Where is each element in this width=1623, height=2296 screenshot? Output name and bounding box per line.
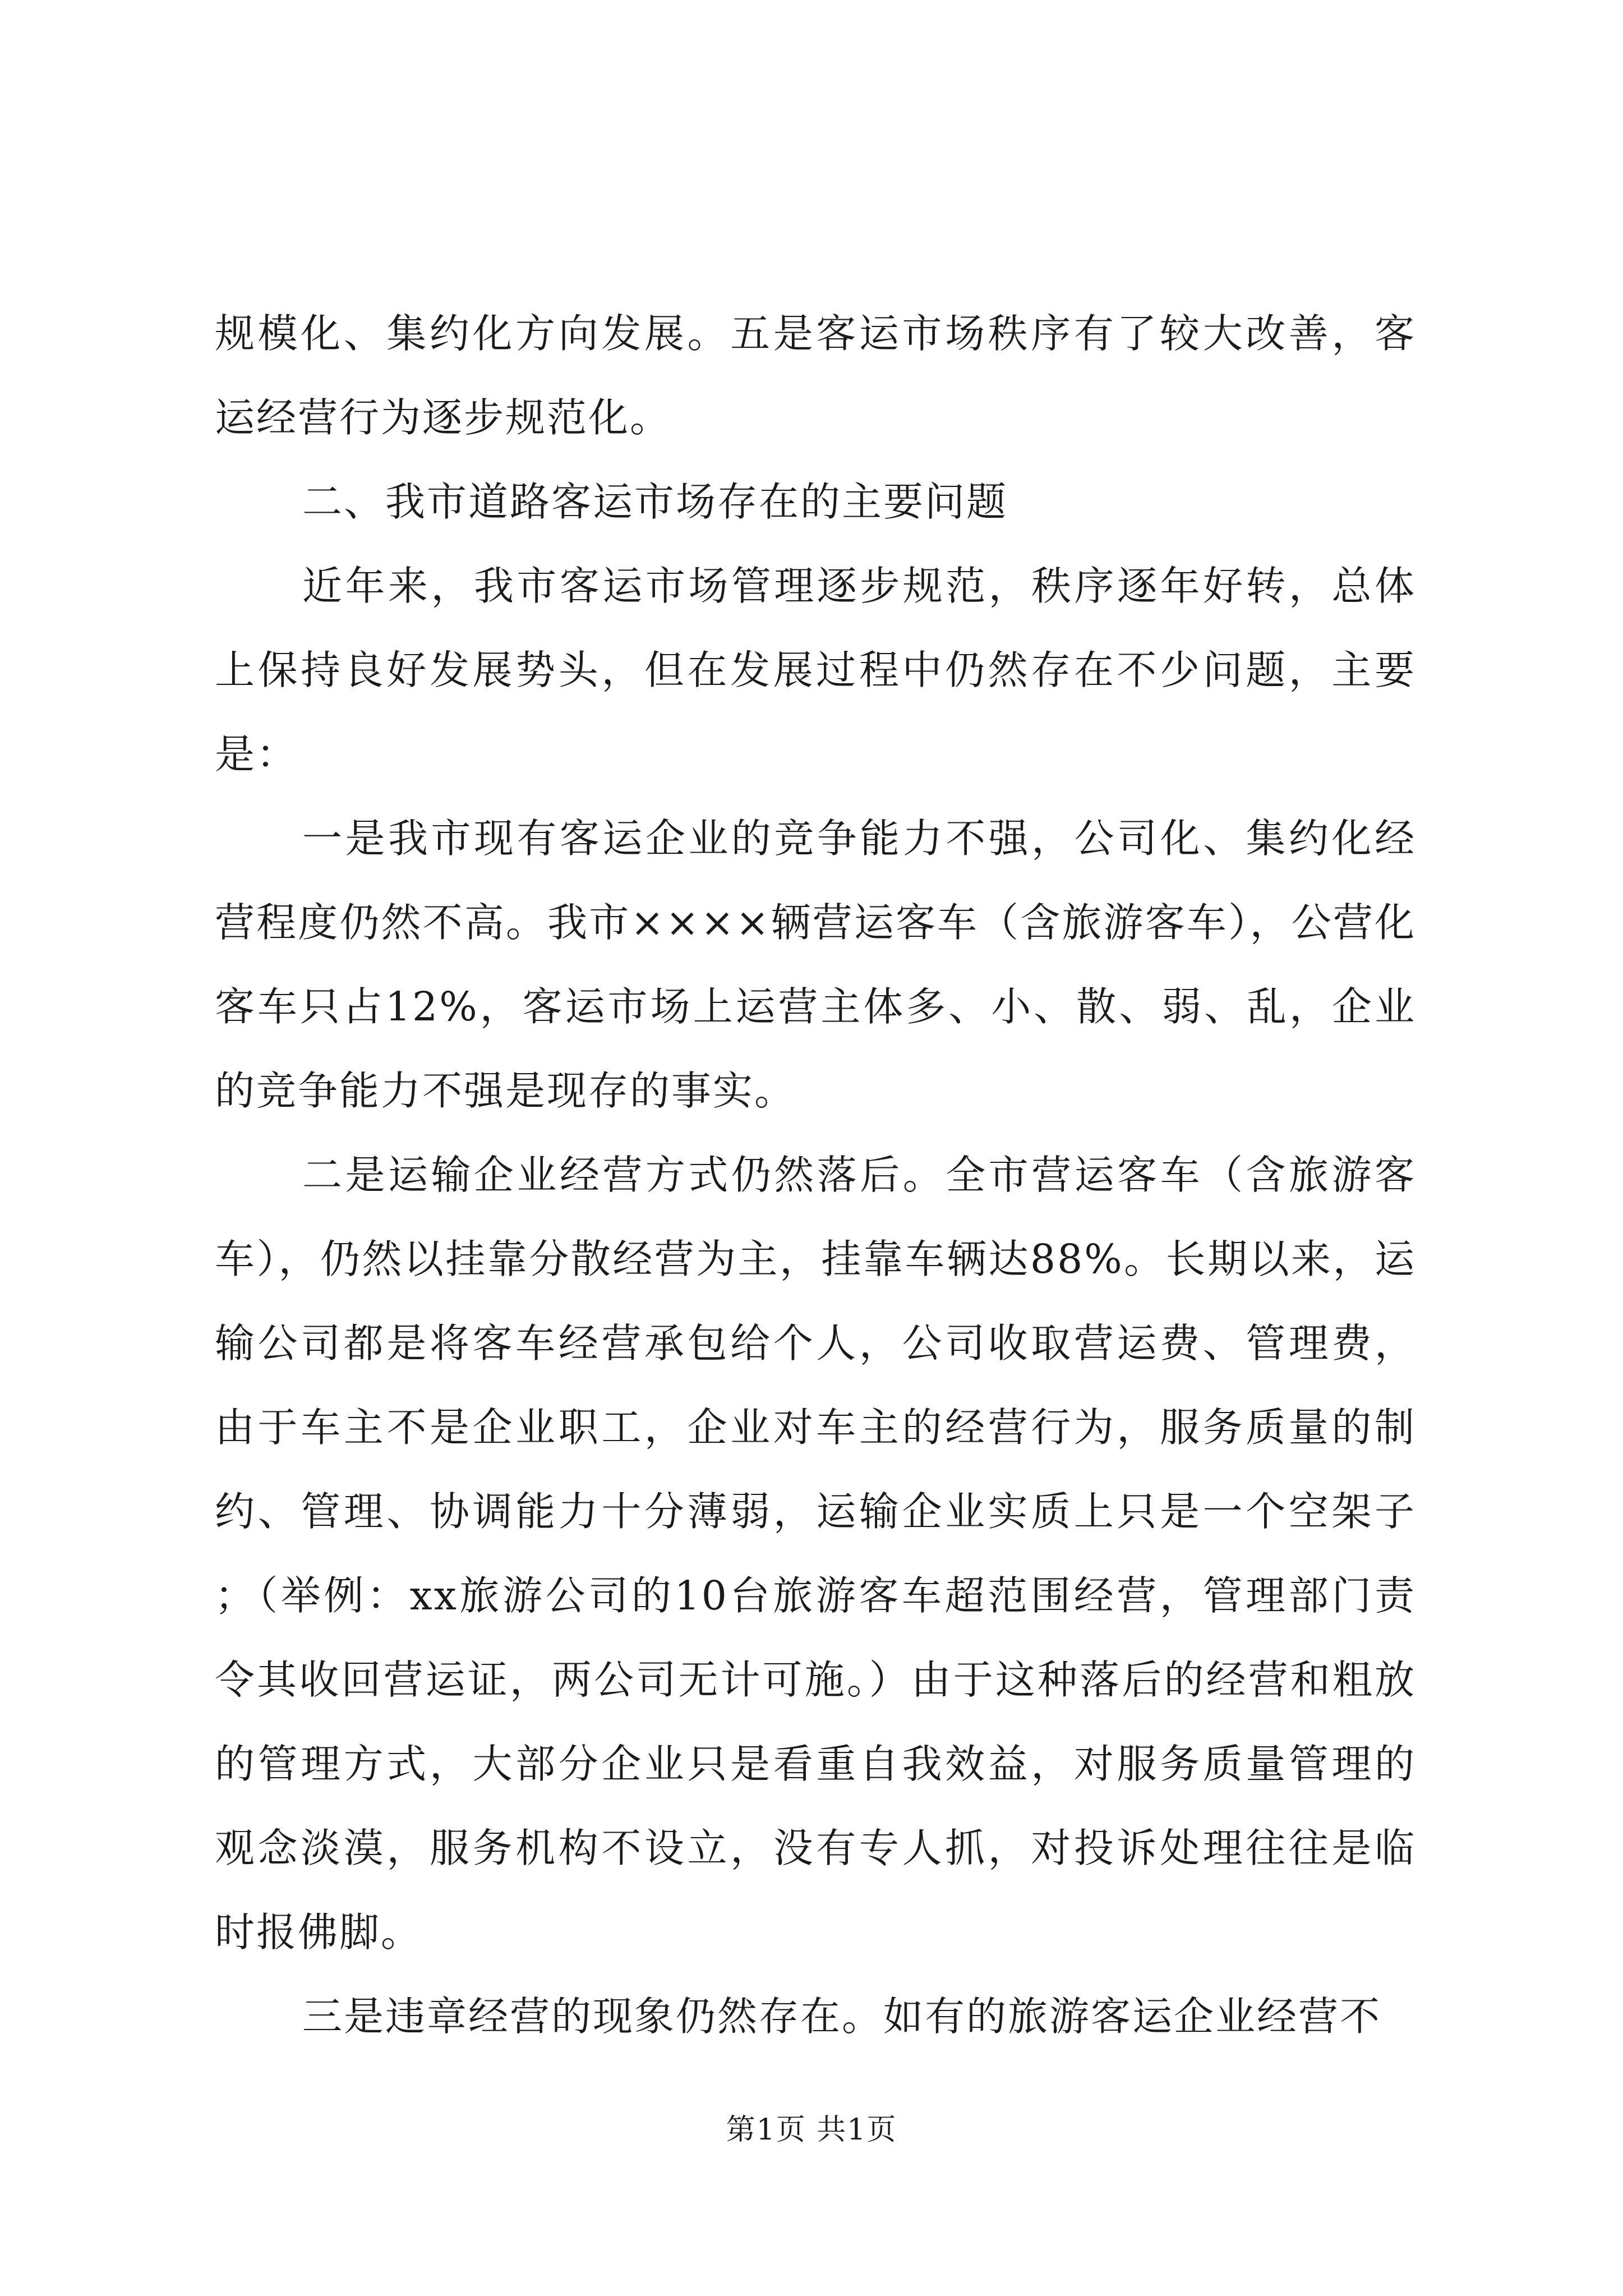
page-number: 第1页 共1页 xyxy=(726,2113,897,2147)
section-heading: 二、我市道路客运市场存在的主要问题 xyxy=(302,478,1008,525)
paragraph-point-three: 三是违章经营的现象仍然存在。如有的旅游客运企业经营不 xyxy=(302,1993,1382,2040)
paragraph-intro: 近年来，我市客运市场管理逐步规范，秩序逐年好转，总体上保持良好发展势头，但在发展过程中仍然存在不少问题，主要是： xyxy=(215,563,1416,777)
paragraph-point-one: 一是我市现有客运企业的竞争能力不强，公司化、集约化经营程度仍然不高。我市××××辆营运客车（含旅游客车），公营化客车只占12%，客运市场上运营主体多、小、散、弱、乱，企业的竞争能力不强是现存的事实。 xyxy=(215,815,1416,1114)
paragraph-continuation: 规模化、集约化方向发展。五是客运市场秩序有了较大改善，客运经营行为逐步规范化。 xyxy=(215,310,1416,441)
paragraph-point-two: 二是运输企业经营方式仍然落后。全市营运客车（含旅游客车），仍然以挂靠分散经营为主，挂靠车辆达88%。长期以来，运输公司都是将客车经营承包给个人，公司收取营运费、管理费，由于车主不是企业职工，企业对车主的经营行为，服务质量的制约、管理、协调能力十分薄弱，运输企业实质上只是一个空架子；（举例：xx旅游公司的10台旅游客车超范围经营，管理部门责令其收回营运证，两公司无计可施。）由于这种落后的经营和粗放的管理方式，大部分企业只是看重自我效益，对服务质量管理的观念淡漠，服务机构不设立，没有专人抓，对投诉处理往往是临时报佛脚。 xyxy=(215,1152,1416,1955)
page-footer xyxy=(0,2110,1623,2150)
document-body xyxy=(215,292,1416,2059)
